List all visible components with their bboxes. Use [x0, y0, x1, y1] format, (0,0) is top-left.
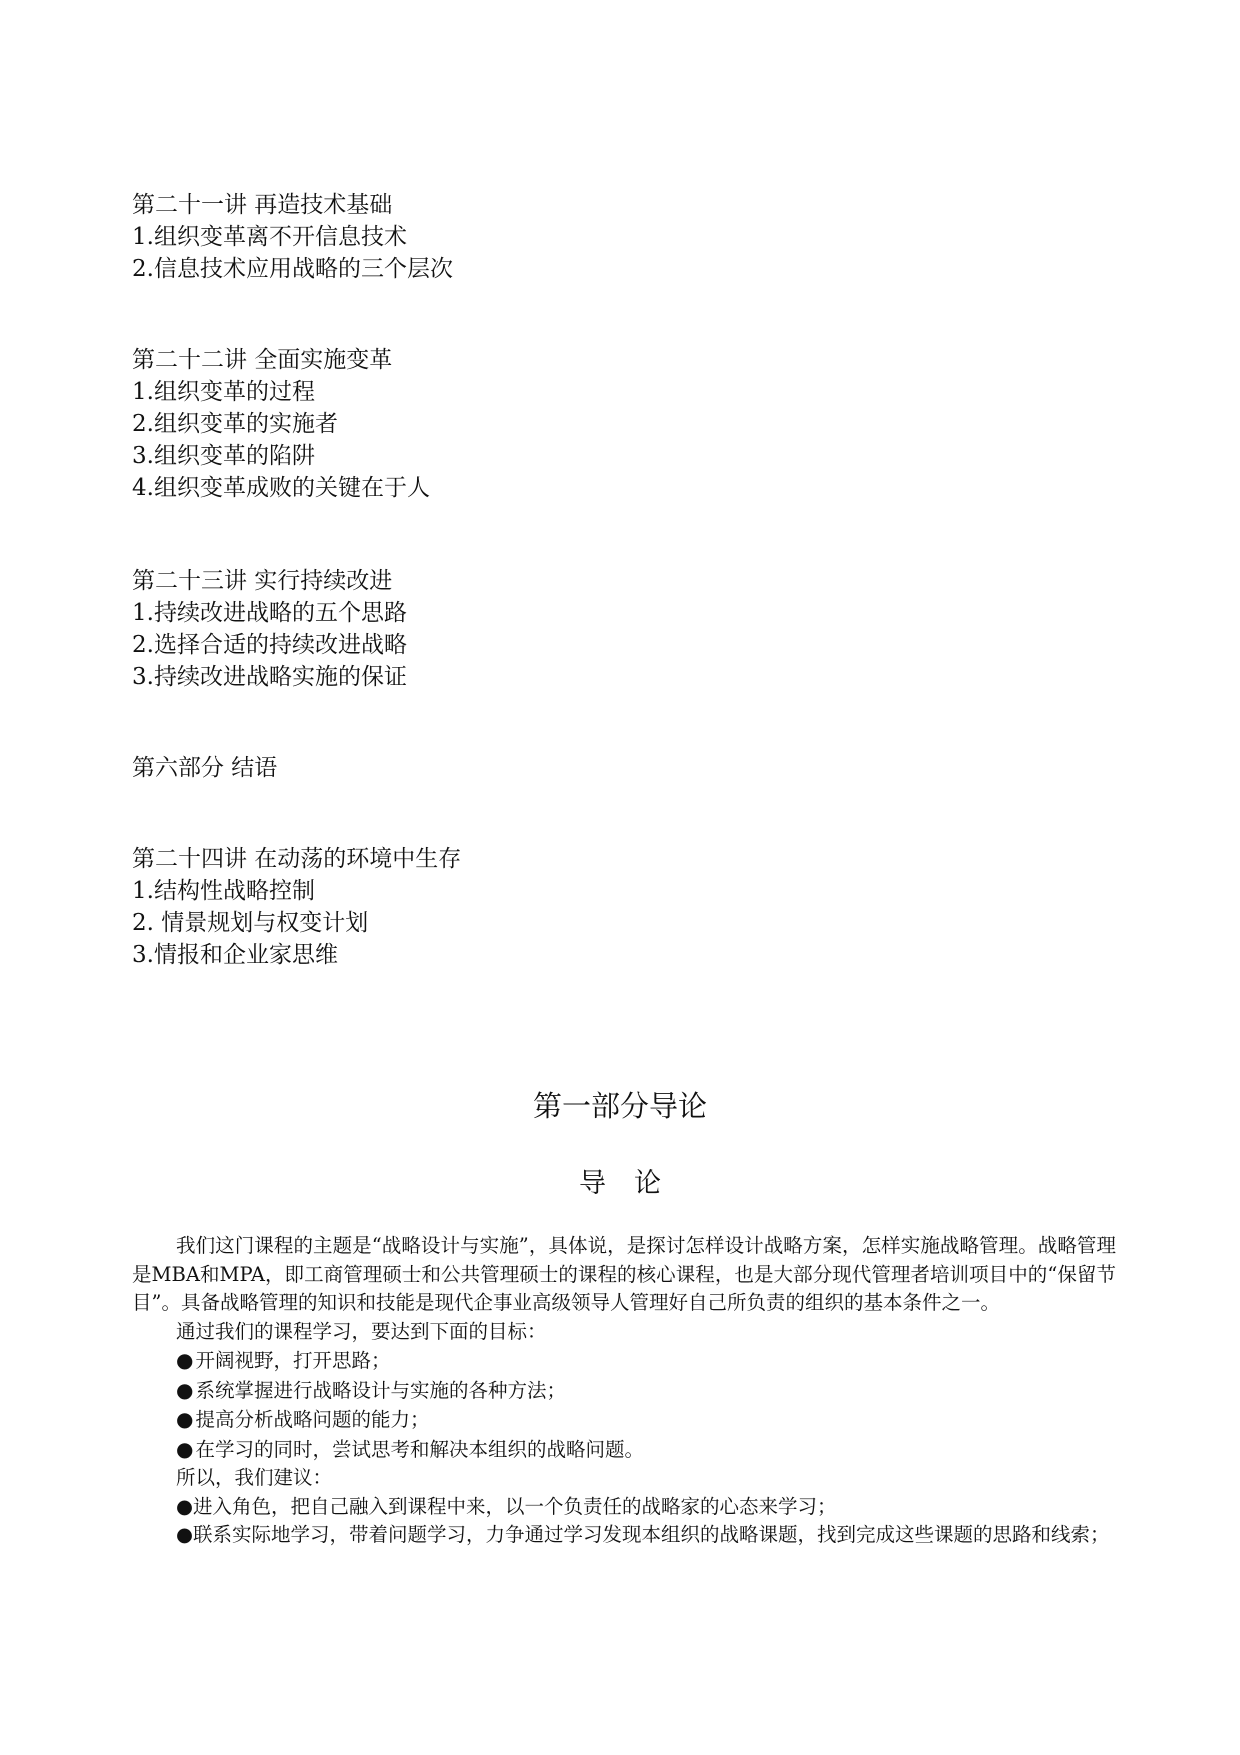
bullet-icon: ● [176, 1523, 194, 1546]
section-title: 导论 [579, 1168, 689, 1199]
toc-item: 3.组织变革的陷阱 [132, 443, 315, 469]
toc-part-6 [132, 752, 277, 784]
toc-item: 1.结构性战略控制 [132, 878, 315, 904]
goals-intro: 通过我们的课程学习，要达到下面的目标： [176, 1319, 547, 1343]
toc-section-24 [132, 843, 461, 971]
bullet-icon: ● [176, 1348, 194, 1372]
toc-item: 2.信息技术应用战略的三个层次 [132, 256, 453, 282]
toc-heading: 第六部分 结语 [132, 755, 278, 781]
toc-item: 2.组织变革的实施者 [132, 411, 338, 437]
bullet-icon: ● [176, 1407, 194, 1431]
toc-item: 2. 情景规划与权变计划 [132, 910, 369, 936]
toc-section-21 [132, 189, 453, 285]
bullet-icon: ● [176, 1494, 194, 1518]
toc-item: 1.组织变革离不开信息技术 [132, 224, 407, 250]
suggest-intro: 所以，我们建议： [176, 1466, 333, 1489]
toc-heading: 第二十二讲 全面实施变革 [132, 347, 393, 373]
toc-item: 2.选择合适的持续改进战略 [132, 632, 407, 658]
toc-heading: 第二十三讲 实行持续改进 [132, 568, 393, 594]
toc-item: 1.持续改进战略的五个思路 [132, 600, 407, 626]
toc-section-22 [132, 344, 430, 504]
toc-heading: 第二十四讲 在动荡的环境中生存 [132, 846, 462, 872]
goal-item: ● 开阔视野，打开思路； [176, 1348, 391, 1372]
intro-paragraph: 我们这门课程的主题是“战略设计与实施”，具体说，是探讨怎样设计战略方案，怎样实施战略管理。战略管理是MBA和MPA，即工商管理硕士和公共管理硕士的课程的核心课程，也是大部分现代管理者培训项目中的“保留节目”。具备战略管理的知识和技能是现代企事业高级领导人管理好自己所负责的组织的基本条件之一。 [132, 1234, 1116, 1314]
goal-item: ● 提高分析战略问题的能力； [176, 1407, 430, 1431]
toc-heading: 第二十一讲 再造技术基础 [132, 192, 393, 218]
part-title: 第一部分导论 [532, 1089, 707, 1123]
toc-item: 4.组织变革成败的关键在于人 [132, 475, 430, 501]
toc-item: 3.持续改进战略实施的保证 [132, 664, 407, 690]
bullet-icon: ● [176, 1436, 194, 1461]
toc-section-23 [132, 565, 407, 693]
toc-item: 1.组织变革的过程 [132, 379, 315, 405]
suggestion-item: ●进入角色，把自己融入到课程中来，以一个负责任的战略家的心态来学习； [176, 1494, 837, 1518]
intro-body [132, 1232, 1116, 1550]
goal-item: ● 在学习的同时，尝试思考和解决本组织的战略问题。 [176, 1436, 644, 1461]
toc-item: 3.情报和企业家思维 [132, 942, 338, 968]
bullet-icon: ● [176, 1377, 194, 1402]
suggestion-item: ●联系实际地学习，带着问题学习，力争通过学习发现本组织的战略课题，找到完成这些课题的思路和线索； [176, 1523, 1110, 1546]
goal-item: ● 系统掌握进行战略设计与实施的各种方法； [176, 1377, 566, 1402]
